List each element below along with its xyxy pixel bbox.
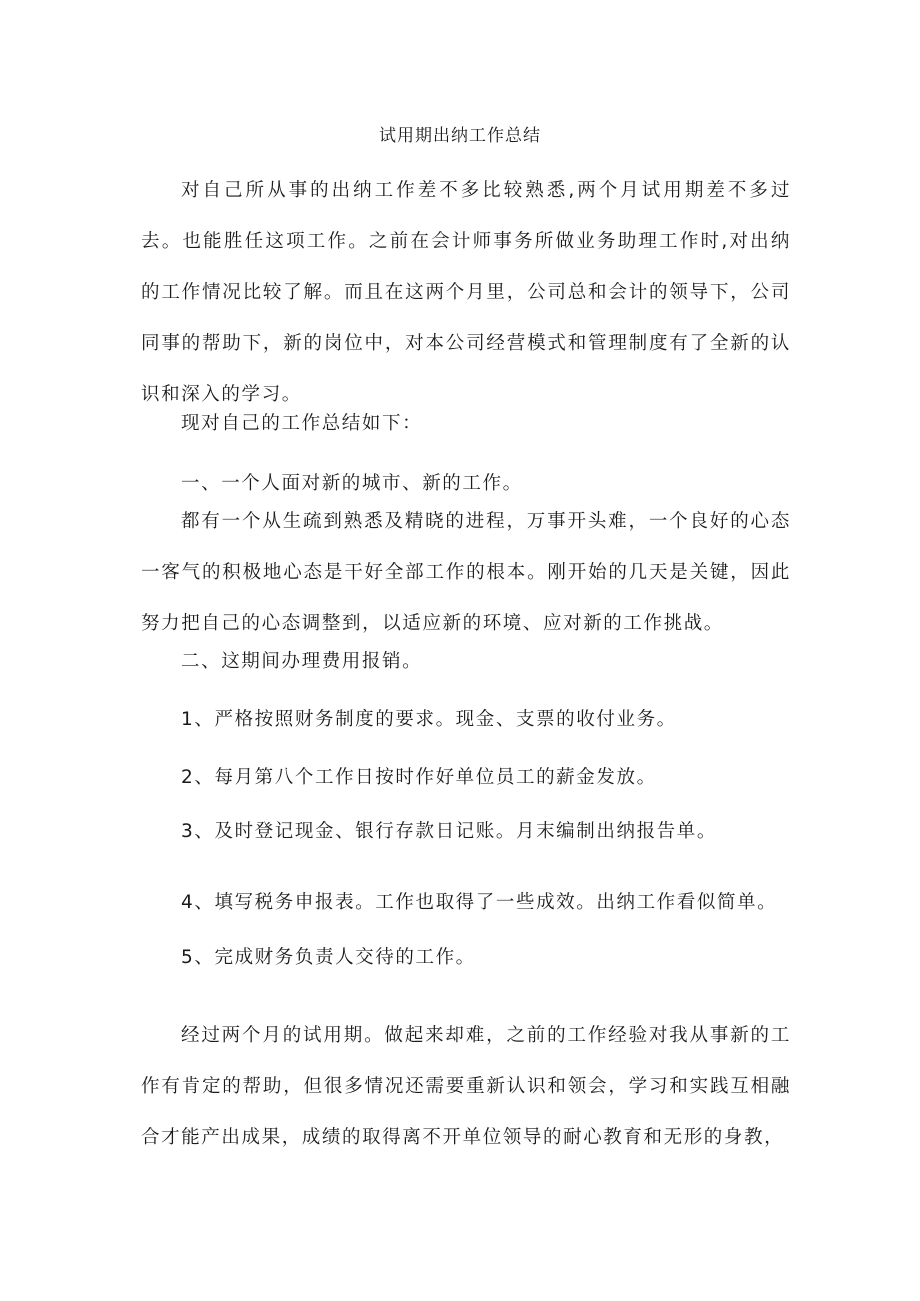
list-item: 3、及时登记现金、银行存款日记账。月末编制出纳报告单。 (181, 821, 717, 842)
list-item: 2、每月第八个工作日按时作好单位员工的薪金发放。 (181, 767, 657, 788)
list-item: 5、完成财务负责人交待的工作。 (181, 947, 476, 968)
paragraph-mindset: 都有一个从生疏到熟悉及精晓的进程，万事开头难，一个良好的心态一客气的积极地心态是干好全部工作的根本。刚开始的几天是关键，因此努力把自己的心态调整到，以适应新的环境、应对新的工作挑战。 (141, 511, 791, 634)
paragraph-conclusion: 经过两个月的试用期。做起来却难，之前的工作经验对我从事新的工作有肯定的帮助，但很多情况还需要重新认识和领会，学习和实践互相融合才能产出成果，成绩的取得离不开单位领导的耐心教育和无形的身教， (141, 1025, 791, 1148)
paragraph-intro: 对自己所从事的出纳工作差不多比较熟悉,两个月试用期差不多过去。也能胜任这项工作。之前在会计师事务所做业务助理工作时,对出纳的工作情况比较了解。而且在这两个月里，公司总和会计的领导下，公司同事的帮助下，新的岗位中，对本公司经营模式和管理制度有了全新的认识和深入的学习。 (141, 180, 791, 405)
section-heading-2: 二、这期间办理费用报销。 (181, 651, 423, 672)
section-heading-1: 一、一个人面对新的城市、新的工作。 (181, 473, 523, 494)
list-item: 1、严格按照财务制度的要求。现金、支票的收付业务。 (181, 709, 677, 730)
list-item: 4、填写税务申报表。工作也取得了一些成效。出纳工作看似简单。 (181, 892, 778, 913)
document-title: 试用期出纳工作总结 (379, 126, 541, 146)
paragraph-summary-lead: 现对自己的工作总结如下： (181, 413, 423, 434)
